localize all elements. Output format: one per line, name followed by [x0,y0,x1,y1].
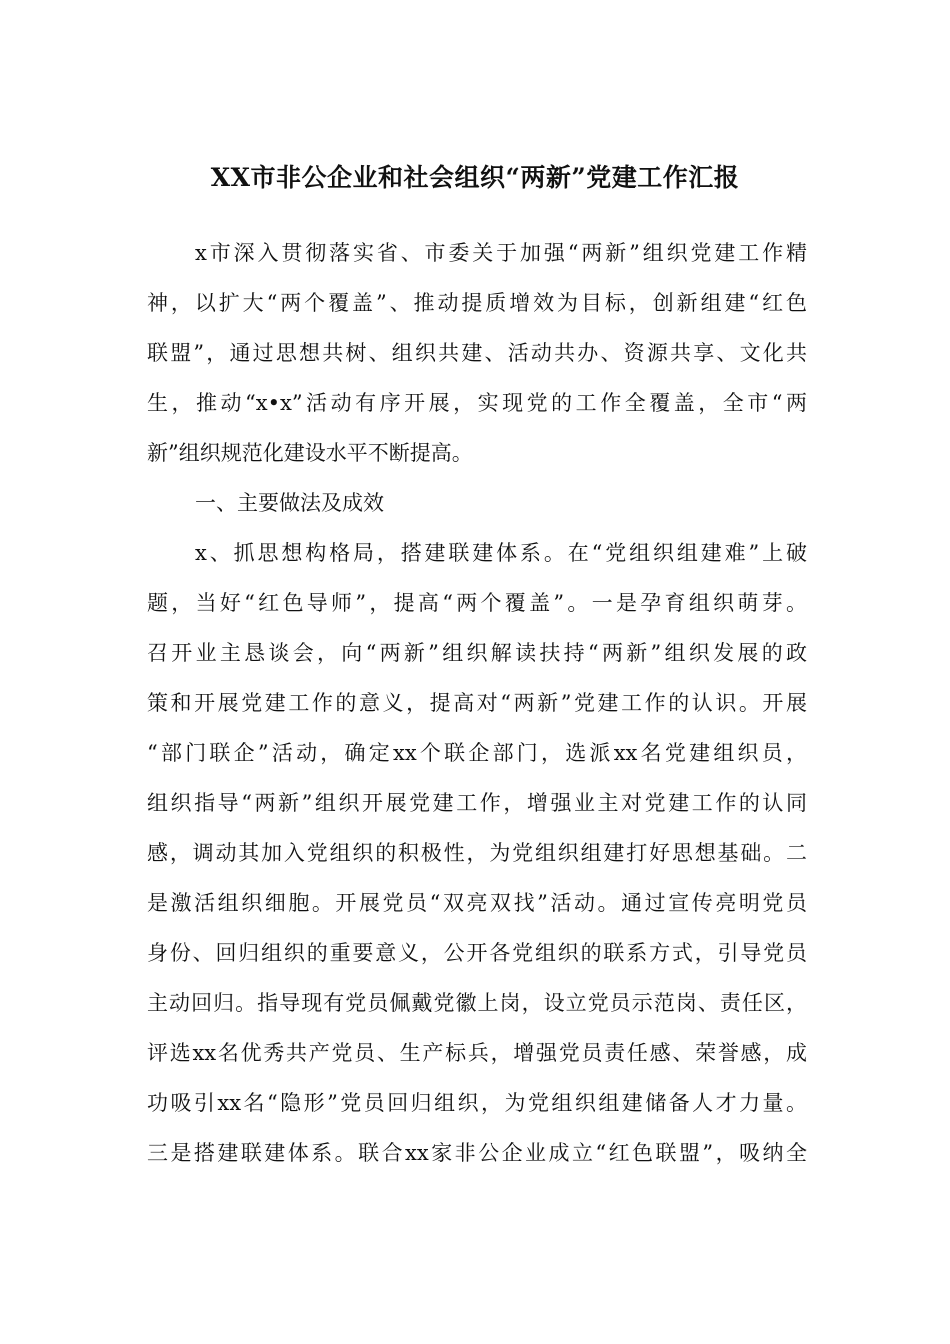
body-line-12: 功吸引xx名“隐形”党员回归组织，为党组织组建储备人才力量。 [147,1091,807,1115]
body-line-1: x、抓思想构格局，搭建联建体系。在“党组织组建难”上破 [195,541,807,565]
body-line-11: 评选xx名优秀共产党员、生产标兵，增强党员责任感、荣誉感，成 [147,1041,807,1065]
body-line-6: 组织指导“两新”组织开展党建工作，增强业主对党建工作的认同 [147,791,807,815]
body-line-3: 召开业主恳谈会，向“两新”组织解读扶持“两新”组织发展的政 [147,641,807,665]
intro-line-5: 新”组织规范化建设水平不断提高。 [147,441,473,465]
body-line-13: 三是搭建联建体系。联合xx家非公企业成立“红色联盟”，吸纳全 [147,1141,807,1165]
document-title: XX市非公企业和社会组织“两新”党建工作汇报 [210,163,740,192]
body-line-2: 题，当好“红色导师”，提高“两个覆盖”。一是孕育组织萌芽。 [147,591,807,615]
intro-line-1: x市深入贯彻落实省、市委关于加强“两新”组织党建工作精 [195,241,807,265]
body-line-5: “部门联企”活动，确定xx个联企部门，选派xx名党建组织员， [147,741,807,765]
body-line-8: 是激活组织细胞。开展党员“双亮双找”活动。通过宣传亮明党员 [147,891,807,915]
intro-line-3: 联盟”，通过思想共树、组织共建、活动共办、资源共享、文化共 [147,341,807,365]
intro-line-2: 神，以扩大“两个覆盖”、推动提质增效为目标，创新组建“红色 [147,291,807,315]
body-line-10: 主动回归。指导现有党员佩戴党徽上岗，设立党员示范岗、责任区， [147,991,807,1015]
body-line-7: 感，调动其加入党组织的积极性，为党组织组建打好思想基础。二 [147,841,807,865]
intro-line-4: 生，推动“x•x”活动有序开展，实现党的工作全覆盖，全市“两 [147,391,807,415]
body-line-4: 策和开展党建工作的意义，提高对“两新”党建工作的认识。开展 [147,691,807,715]
body-line-9: 身份、回归组织的重要意义，公开各党组织的联系方式，引导党员 [147,941,807,965]
section-heading: 一、主要做法及成效 [195,491,384,515]
